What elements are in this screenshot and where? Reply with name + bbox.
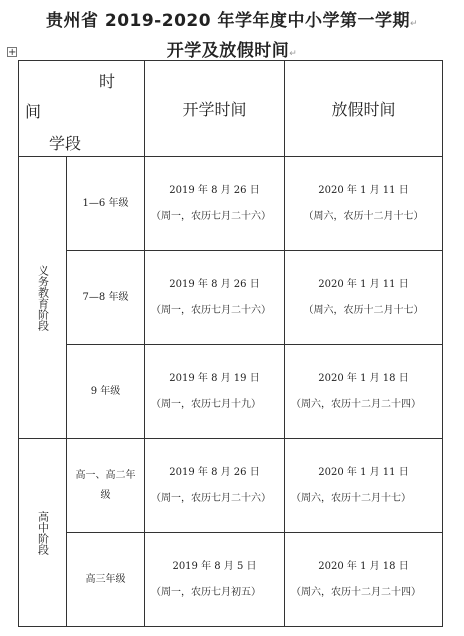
end-date: 2020 年 1 月 11 日 <box>318 184 409 196</box>
end-date: 2020 年 1 月 18 日 <box>318 372 409 384</box>
end-note: （周六，农历十二月二十四） <box>291 586 421 598</box>
table-row <box>19 251 443 345</box>
header-start-time: 开学时间 <box>145 61 285 157</box>
start-note: （周一，农历七月十九） <box>151 398 261 410</box>
end-note: （周六，农历十二月二十四） <box>291 398 421 410</box>
stage-compulsory: 义务教育阶段 <box>19 157 67 439</box>
start-date: 2019 年 8 月 26 日 <box>169 466 260 478</box>
end-time-cell <box>285 251 443 345</box>
start-time-cell <box>145 533 285 627</box>
end-time-cell <box>285 345 443 439</box>
end-date: 2020 年 1 月 11 日 <box>318 466 409 478</box>
start-note: （周一，农历七月二十六） <box>151 210 271 222</box>
table-row <box>19 439 443 533</box>
end-time-cell <box>285 533 443 627</box>
table-row <box>19 533 443 627</box>
start-time-cell <box>145 345 285 439</box>
grade-label: 高三年级 <box>67 533 145 627</box>
table-row <box>19 345 443 439</box>
table-move-handle-icon[interactable]: + <box>8 47 17 58</box>
end-note: （周六，农历十二月十七） <box>303 304 424 316</box>
corner-label-time: 时 <box>99 72 116 91</box>
header-end-time: 放假时间 <box>285 61 443 157</box>
end-note: （周六，农历十二月十七） <box>303 210 424 222</box>
schedule-table <box>18 60 443 627</box>
corner-label-jian: 间 <box>25 102 42 121</box>
stage-high-school: 高中阶段 <box>19 439 67 627</box>
start-date: 2019 年 8 月 26 日 <box>169 184 260 196</box>
start-note: （周一，农历七月二十六） <box>151 304 271 316</box>
document-title-line2: 开学及放假时间↵ <box>166 41 298 61</box>
grade-label: 高一、高二年级 <box>67 439 145 533</box>
grade-label: 1—6 年级 <box>67 157 145 251</box>
start-date: 2019 年 8 月 26 日 <box>169 278 260 290</box>
header-corner <box>19 61 145 157</box>
end-note: （周六，农历十二月十七） <box>291 492 411 504</box>
start-note: （周一，农历七月二十六） <box>151 492 271 504</box>
header-row <box>19 61 443 157</box>
corner-label-stage: 学段 <box>49 134 82 153</box>
end-time-cell <box>285 439 443 533</box>
start-date: 2019 年 8 月 5 日 <box>172 560 257 572</box>
table-row <box>19 157 443 251</box>
end-date: 2020 年 1 月 11 日 <box>318 278 409 290</box>
document-title-line1: 贵州省 2019-2020 年学年度中小学第一学期↵ <box>45 11 419 31</box>
start-note: （周一，农历七月初五） <box>151 586 261 598</box>
end-date: 2020 年 1 月 18 日 <box>318 560 409 572</box>
grade-label: 7—8 年级 <box>67 251 145 345</box>
grade-label: 9 年级 <box>67 345 145 439</box>
start-date: 2019 年 8 月 19 日 <box>169 372 260 384</box>
end-time-cell <box>285 157 443 251</box>
start-time-cell <box>145 439 285 533</box>
start-time-cell <box>145 157 285 251</box>
start-time-cell <box>145 251 285 345</box>
